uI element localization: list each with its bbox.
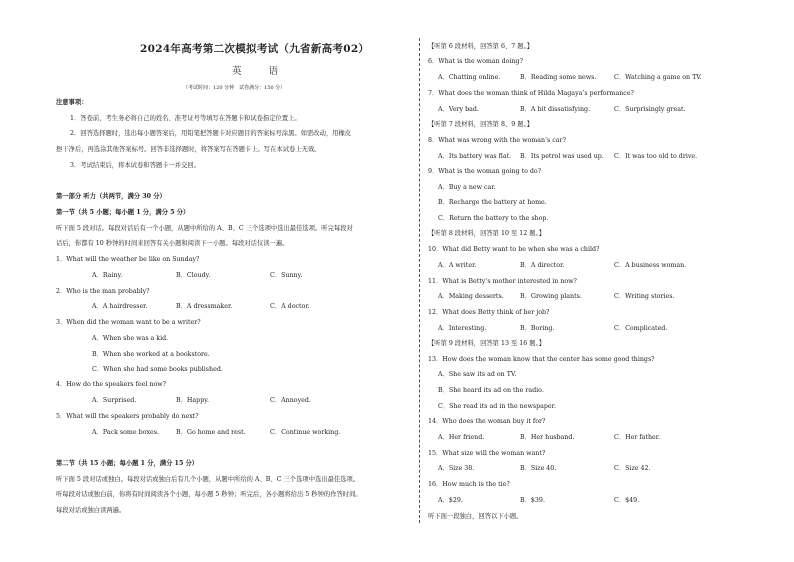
option: A．Size 38. <box>438 465 475 472</box>
option: A．Pack some boxes. <box>92 429 159 436</box>
subject-title: 英 语 <box>232 66 291 77</box>
question-stem: 13．How does the woman know that the center has some good things? <box>428 356 655 363</box>
option: B．Growing plants. <box>520 293 582 300</box>
question-stem: 10．What did Betty want to be when she was a child? <box>428 246 600 253</box>
option: C．Annoyed. <box>270 397 311 404</box>
exam-title: 2024年高考第二次模拟考试（九省新高考02） <box>140 43 370 55</box>
option: C．Complicated. <box>614 325 668 332</box>
question-stem: 6．What is the woman doing? <box>428 58 523 65</box>
option: A．When she was a kid. <box>92 335 169 342</box>
question-stem: 15．What size will the woman want? <box>428 450 546 457</box>
option: B．Reading some news. <box>520 74 597 81</box>
option: B．A dressmaker. <box>176 303 233 310</box>
question-stem: 1．What will the weather be like on Sunday? <box>56 256 200 263</box>
note-item: 2．回答选择题时，选出每小题答案后，用铅笔把答题卡对应题目的答案标号涂黑。如需改动，用橡皮 <box>70 130 352 137</box>
note-item: 1．答卷前，考生务必将自己的姓名、准考证号等填写在答题卡和试卷指定位置上。 <box>70 115 301 122</box>
option: B．Boring. <box>520 325 555 332</box>
option: C．Size 42. <box>614 465 651 472</box>
option: A．Making desserts. <box>438 293 504 300</box>
option: A．She saw its ad on TV. <box>438 371 517 378</box>
option: A．Chatting online. <box>438 74 501 81</box>
part1-heading: 第一部分 听力（共两节，满分 30 分） <box>56 193 166 200</box>
option: A．A writer. <box>438 262 477 269</box>
option: C．Sunny. <box>270 272 303 279</box>
option: C．A business woman. <box>614 262 687 269</box>
material-header: 【听第 9 段材料，回答第 13 至 16 题。】 <box>428 340 546 347</box>
question-stem: 14．Who does the woman buy it for? <box>428 418 546 425</box>
exam-meta: （考试时间：120 分钟 试卷满分：150 分） <box>183 85 286 91</box>
question-stem: 8．What was wrong with the woman’s car? <box>428 137 566 144</box>
material-header: 【听第 8 段材料，回答第 10 至 12 题。】 <box>428 230 546 237</box>
option: C．Surprisingly great. <box>614 106 686 113</box>
option: C．Writing stories. <box>614 293 675 300</box>
option: B．Cloudy. <box>176 272 211 279</box>
option: A．Buy a new car. <box>438 184 496 191</box>
material-header: 【听第 6 段材料，回答第 6、7 题。】 <box>428 43 534 50</box>
section1-instruction: 话后，你都有 10 秒钟的时间来回答有关小题和阅读下一小题。每段对话仅读一遍。 <box>56 240 289 247</box>
option: B．When she worked at a bookstore. <box>92 351 210 358</box>
question-stem: 11．What is Betty’s mother interested in now? <box>428 278 577 285</box>
question-stem: 16．How much is the tie? <box>428 481 510 488</box>
material-header: 【听第 7 段材料，回答第 8、9 题。】 <box>428 121 534 128</box>
option: B．Size 40. <box>520 465 557 472</box>
option: B．Recharge the battery at home. <box>438 199 547 206</box>
option: B．A bit dissatisfying. <box>520 106 591 113</box>
option: C．It was too old to drive. <box>614 153 698 160</box>
question-stem: 3．When did the woman want to be a writer? <box>56 319 201 326</box>
section1-instruction: 听下面 5 段对话。每段对话后有一个小题，从题中所给的 A、B、C 三个选项中选出最佳选项。听完每段对 <box>56 225 353 232</box>
option: C．Return the battery to the shop. <box>438 215 549 222</box>
question-stem: 5．What will the speakers probably do next? <box>56 413 199 420</box>
option: A．Interesting. <box>438 325 487 332</box>
option: B．A director. <box>520 262 565 269</box>
option: C．Her father. <box>614 434 661 441</box>
option: B．Go home and rest. <box>176 429 246 436</box>
question-stem: 9．What is the woman going to do? <box>428 168 542 175</box>
question-stem: 7．What does the woman think of Hilda Magaya’s performance? <box>428 90 634 97</box>
note-item: 3．考试结束后，将本试卷和答题卡一并交回。 <box>70 162 200 169</box>
question-stem: 12．What does Betty think of her job? <box>428 309 550 316</box>
section2-instruction: 听下面 5 段对话或独白。每段对话或独白后有几个小题，从题中所给的 A、B、C 三个选项中选出最佳选项。 <box>56 476 360 483</box>
column-divider <box>419 38 420 523</box>
option: B．$39. <box>520 497 545 504</box>
option: B．Happy. <box>176 397 209 404</box>
option: A．Surprised. <box>92 397 137 404</box>
section2-heading: 第二节（共 15 小题；每小题 1 分，满分 15 分） <box>56 460 199 467</box>
option: C．$49. <box>614 497 640 504</box>
option: B．Her husband. <box>520 434 575 441</box>
option: A．Its battery was flat. <box>438 153 512 160</box>
option: A．A hairdresser. <box>92 303 148 310</box>
option: B．Its petrol was used up. <box>520 153 604 160</box>
option: C．When she had some books published. <box>92 366 223 373</box>
option: C．A doctor. <box>270 303 310 310</box>
note-item: 擦干净后，再选涂其他答案标号。回答非选择题时，将答案写在答题卡上。写在本试卷上无效。 <box>56 146 321 153</box>
question-stem: 2．Who is the man probably? <box>56 288 150 295</box>
listening-instruction: 听下面一段独白，回答以下小题。 <box>428 513 523 520</box>
option: A．Rainy. <box>92 272 123 279</box>
section2-instruction: 每段对话或独白读两遍。 <box>56 507 126 514</box>
option: A．Very bad. <box>438 106 479 113</box>
section1-heading: 第一节（共 5 小题；每小题 1 分，满分 5 分） <box>56 209 190 216</box>
option: C．Watching a game on TV. <box>614 74 702 81</box>
notes-heading: 注意事项： <box>56 99 88 106</box>
option: C．She read its ad in the newspaper. <box>438 403 556 410</box>
option: B．She heard its ad on the radio. <box>438 387 544 394</box>
option: A．$29. <box>438 497 463 504</box>
question-stem: 4．How do the speakers feel now? <box>56 381 167 388</box>
section2-instruction: 听每段对话或独白前，你将有时间阅读各个小题，每小题 5 秒钟；听完后，各小题将给出 5 秒钟的作答时间。 <box>56 491 362 498</box>
option: C．Continue working. <box>270 429 341 436</box>
option: A．Her friend. <box>438 434 485 441</box>
